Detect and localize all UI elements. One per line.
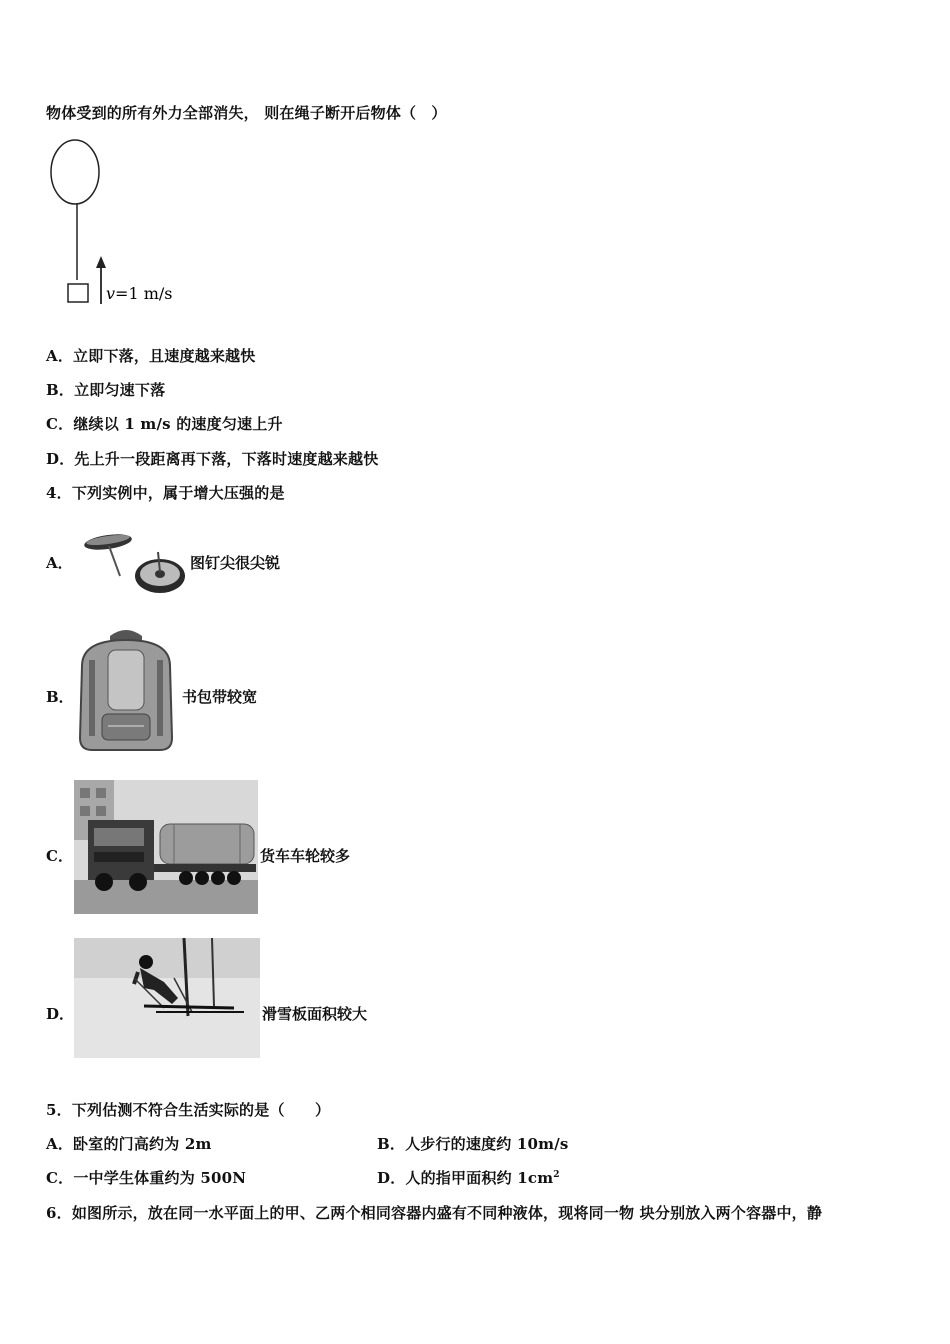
q4-option-b-caption: 书包带较宽: [182, 688, 258, 706]
svg-text:v=1 m/s: [106, 284, 173, 303]
q4-option-b-label: B．: [46, 688, 74, 706]
q5-option-d: D．人的指甲面积约 1cm: [377, 1169, 554, 1187]
q5-option-c: C．一中学生体重约为 500N: [46, 1169, 247, 1187]
q4-option-c-label: C．: [46, 847, 73, 865]
q3-option-c: C．继续以 1 m/s 的速度匀速上升: [46, 415, 283, 433]
q5-stem: 5．下列估测不符合生活实际的是（ ）: [46, 1101, 331, 1119]
q4-option-d-label: D．: [46, 1005, 75, 1023]
q5-option-d-superscript: 2: [553, 1170, 560, 1180]
q5-option-b: B．人步行的速度约 10m/s: [377, 1135, 569, 1153]
object-box: [68, 284, 88, 302]
q5-option-d-wrap: [377, 1167, 560, 1188]
truck-image: [74, 780, 258, 914]
velocity-symbol: v: [106, 284, 116, 303]
q4-option-d-caption: 滑雪板面积较大: [262, 1005, 368, 1023]
q5-option-a: A．卧室的门高约为 2m: [46, 1135, 212, 1153]
q4-option-c-caption: 货车车轮较多: [260, 847, 351, 865]
q3-option-b: B．立即匀速下落: [46, 381, 166, 399]
q3-option-d: D．先上升一段距离再下落，下落时速度越来越快: [46, 450, 379, 468]
arrow-head: [96, 256, 106, 268]
q4-stem: 4．下列实例中，属于增大压强的是: [46, 484, 285, 502]
thumbtack-image: [82, 528, 190, 600]
backpack-image: [72, 626, 180, 754]
balloon-figure: [40, 132, 200, 312]
velocity-value: =1 m/s: [115, 284, 173, 303]
q4-option-a-label: A．: [46, 554, 73, 572]
balloon-shape: [51, 140, 99, 204]
q3-option-a: A．立即下落，且速度越来越快: [46, 347, 256, 365]
q3-stem: 物体受到的所有外力全部消失， 则在绳子断开后物体（ ）: [46, 104, 447, 122]
q4-option-a-caption: 图钉尖很尖锐: [190, 554, 281, 572]
q6-stem: 6．如图所示，放在同一水平面上的甲、乙两个相同容器内盛有不同种液体，现将同一物 块分别放入两个容器中，静: [46, 1204, 823, 1222]
skier-image: [74, 938, 260, 1058]
